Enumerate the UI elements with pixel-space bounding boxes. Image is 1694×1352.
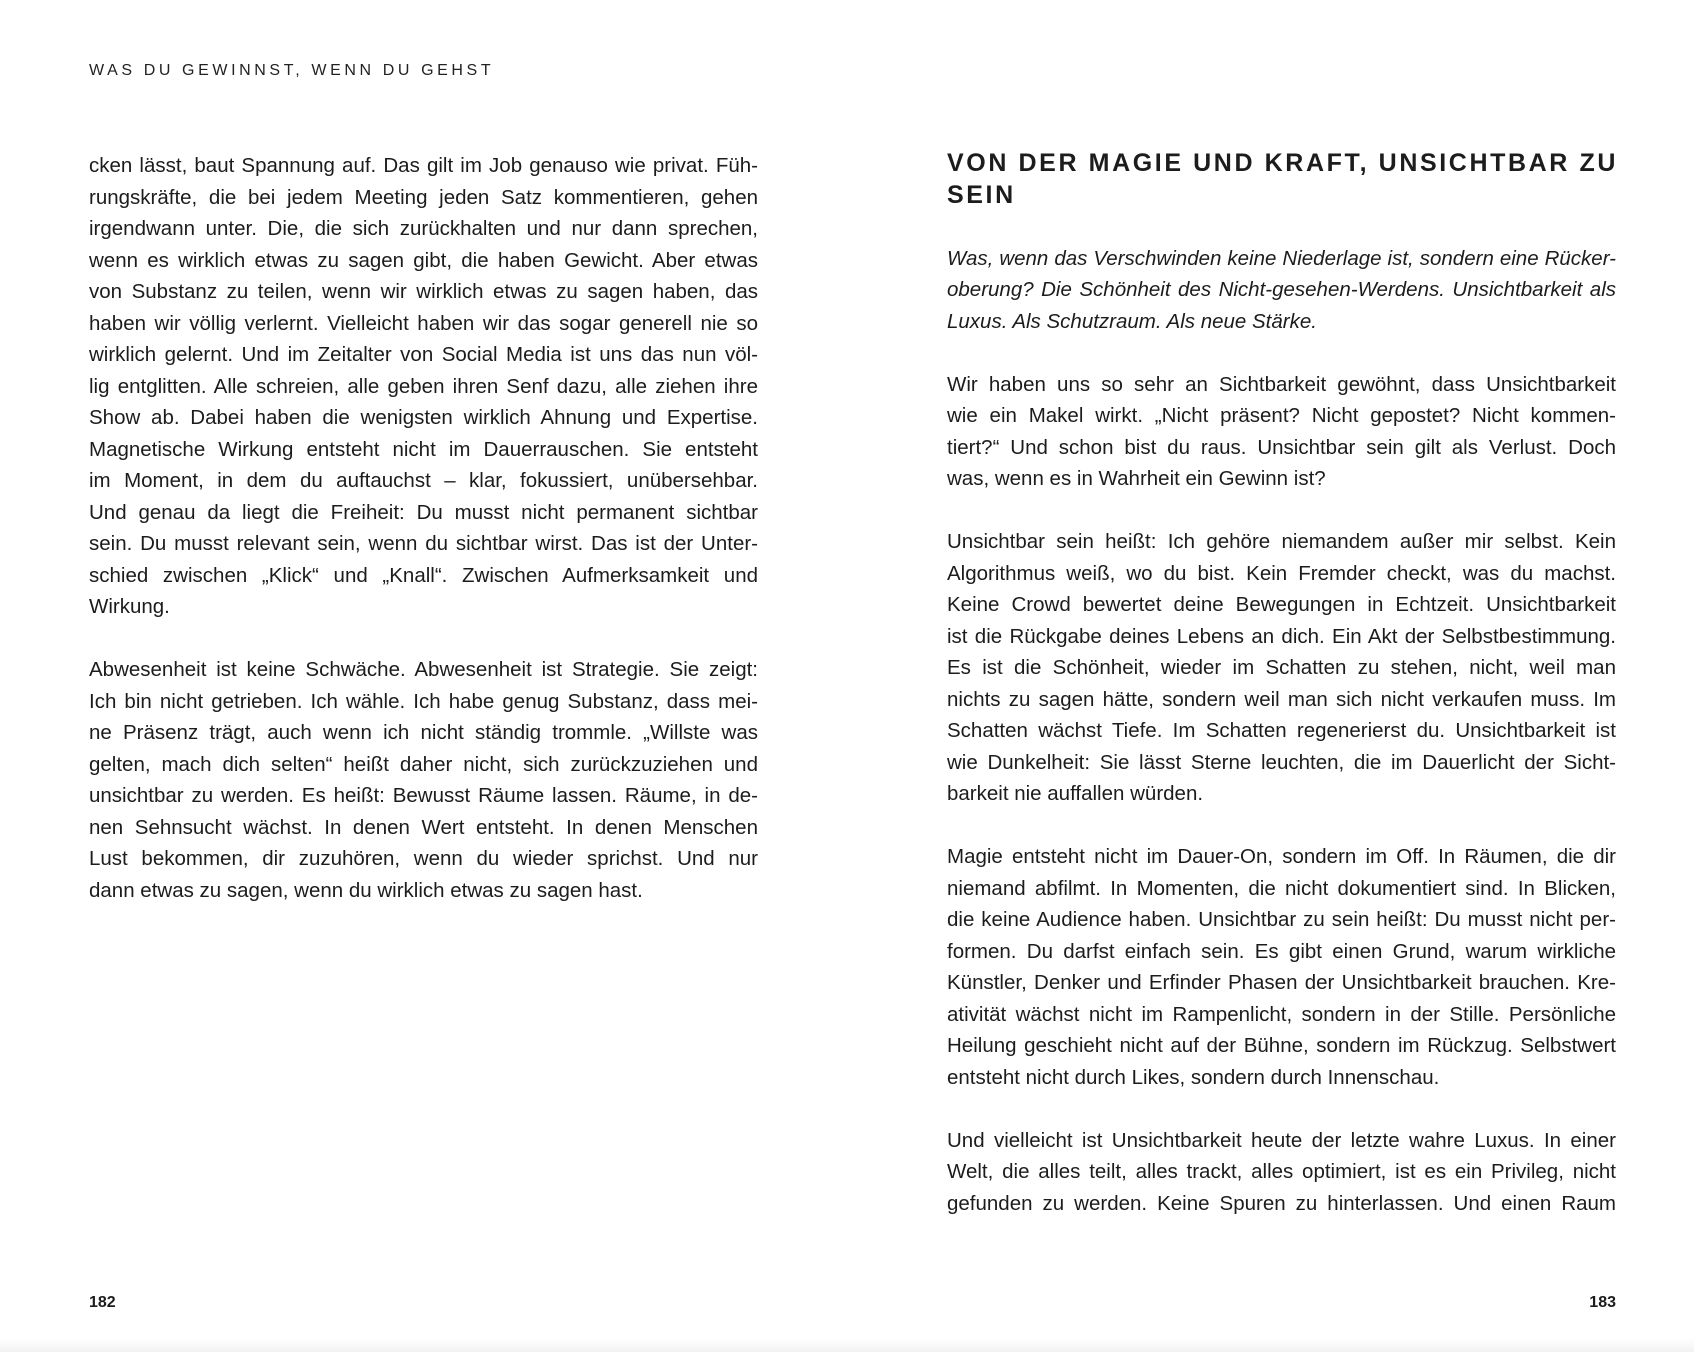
text-line: unsichtbar zu werden. Es heißt: Bewusst Räume lassen. Räume, in de- xyxy=(89,784,758,807)
text-line: haben wir völlig verlernt. Vielleicht haben wir das sogar generell nie so xyxy=(89,311,758,335)
text-line: Magnetische Wirkung entsteht nicht im Dauerrauschen. Sie entsteht xyxy=(89,437,758,461)
text-line: Welt, die alles teilt, alles trackt, alles optimiert, ist es ein Privileg, nicht xyxy=(947,1160,1616,1183)
bottom-shade xyxy=(0,1338,1694,1352)
text-line: die keine Audience haben. Unsichtbar zu sein heißt: Du musst nicht per- xyxy=(947,908,1616,931)
paragraph xyxy=(947,841,1616,1093)
text-line: wie ein Makel wirkt. „Nicht präsent? Nicht gepostet? Nicht kommen- xyxy=(947,404,1616,427)
text-line: ist die Rückgabe deines Lebens an dich. Ein Akt der Selbstbestimmung. xyxy=(947,624,1616,648)
text-line: rungskräfte, die bei jedem Meeting jeden Satz kommentieren, gehen xyxy=(89,185,758,209)
text-line: Wirkung. xyxy=(89,595,170,618)
text-line: Abwesenheit ist keine Schwäche. Abwesenheit ist Strategie. Sie zeigt: xyxy=(89,658,758,681)
text-line: von Substanz zu teilen, wenn wir wirklich etwas zu sagen haben, das xyxy=(89,280,758,303)
text-line: gelten, mach dich selten“ heißt daher nicht, sich zurückzuziehen und xyxy=(89,752,758,776)
text-line: Lust bekommen, dir zuzuhören, wenn du wieder sprichst. Und nur xyxy=(89,847,758,870)
paragraph xyxy=(947,369,1616,495)
paragraph xyxy=(89,150,758,623)
text-line: niemand abfilmt. In Momenten, die nicht dokumentiert sind. In Blicken, xyxy=(947,876,1616,900)
running-head: WAS DU GEWINNST, WENN DU GEHST xyxy=(89,62,495,79)
text-line: entsteht nicht durch Likes, sondern durch Innenschau. xyxy=(947,1065,1440,1089)
left-page-body xyxy=(89,150,758,906)
text-line: schied zwischen „Klick“ und „Knall“. Zwischen Aufmerksamkeit und xyxy=(89,563,758,587)
text-line: Künstler, Denker und Erfinder Phasen der Unsichtbarkeit brauchen. Kre- xyxy=(947,971,1616,994)
text-line: Unsichtbar sein heißt: Ich gehöre niemandem außer mir selbst. Kein xyxy=(947,530,1616,553)
text-line: nen Sehnsucht wächst. In denen Wert entsteht. In denen Menschen xyxy=(89,815,758,839)
text-line: ativität wächst nicht im Rampenlicht, sondern in der Stille. Persönliche xyxy=(947,1002,1616,1026)
text-line: Keine Crowd bewertet deine Bewegungen in Echtzeit. Unsichtbarkeit xyxy=(947,593,1616,616)
text-line: nichts zu sagen hätte, sondern weil man sich nicht verkaufen muss. Im xyxy=(947,687,1616,711)
text-line: im Moment, in dem du auftauchst – klar, fokussiert, unübersehbar. xyxy=(89,469,758,492)
text-line: gefunden zu werden. Keine Spuren zu hinterlassen. Und einen Raum xyxy=(947,1191,1616,1215)
paragraph xyxy=(947,526,1616,810)
paragraph xyxy=(947,1125,1616,1220)
text-line: barkeit nie auffallen würden. xyxy=(947,782,1204,805)
section-heading-line: VON DER MAGIE UND KRAFT, UNSICHTBAR ZU xyxy=(947,149,1619,177)
text-line: sein. Du musst relevant sein, wenn du sichtbar wirst. Das ist der Unter- xyxy=(89,532,758,555)
intro-italic xyxy=(947,243,1616,338)
text-line: wirklich gelernt. Und im Zeitalter von Social Media ist uns das nun völ- xyxy=(89,343,758,366)
text-line: Und vielleicht ist Unsichtbarkeit heute der letzte wahre Luxus. In einer xyxy=(947,1128,1616,1152)
text-line: ne Präsenz trägt, auch wenn ich nicht ständig trommle. „Willste was xyxy=(89,721,758,744)
text-line: tiert?“ Und schon bist du raus. Unsichtbar sein gilt als Verlust. Doch xyxy=(947,435,1616,459)
section-heading-line: SEIN xyxy=(947,180,1016,209)
text-line: Schatten wächst Tiefe. Im Schatten regenerierst du. Unsichtbarkeit ist xyxy=(947,719,1616,742)
text-line: oberung? Die Schönheit des Nicht-gesehen-Werdens. Unsichtbarkeit als xyxy=(947,278,1616,301)
text-line: cken lässt, baut Spannung auf. Das gilt im Job genauso wie privat. Füh- xyxy=(89,154,758,177)
text-line: was, wenn es in Wahrheit ein Gewinn ist? xyxy=(947,467,1326,490)
text-line: Es ist die Schönheit, wieder im Schatten zu stehen, nicht, weil man xyxy=(947,656,1616,679)
page-number-right: 183 xyxy=(1589,1294,1616,1311)
text-line: Luxus. Als Schutzraum. Als neue Stärke. xyxy=(947,309,1317,333)
page-number-left: 182 xyxy=(89,1294,116,1311)
text-line: wie Dunkelheit: Sie lässt Sterne leuchten, die im Dauerlicht der Sicht- xyxy=(947,750,1616,774)
text-line: Heilung geschieht nicht auf der Bühne, sondern im Rückzug. Selbstwert xyxy=(947,1034,1616,1057)
text-line: wenn es wirklich etwas zu sagen gibt, die haben Gewicht. Aber etwas xyxy=(89,248,758,272)
paragraph xyxy=(89,654,758,906)
text-line: Wir haben uns so sehr an Sichtbarkeit gewöhnt, dass Unsichtbarkeit xyxy=(947,372,1616,396)
text-line: Algorithmus weiß, wo du bist. Kein Fremder checkt, was du machst. xyxy=(947,561,1616,585)
text-line: Und genau da liegt die Freiheit: Du musst nicht permanent sichtbar xyxy=(89,500,758,524)
text-line: Ich bin nicht getrieben. Ich wähle. Ich habe genug Substanz, dass mei- xyxy=(89,689,758,713)
text-line: dann etwas zu sagen, wenn du wirklich etwas zu sagen hast. xyxy=(89,878,643,902)
text-line: irgendwann unter. Die, die sich zurückhalten und nur dann sprechen, xyxy=(89,217,758,240)
right-page-body xyxy=(947,148,1619,1219)
text-line: formen. Du darfst einfach sein. Es gibt einen Grund, warum wirkliche xyxy=(947,939,1616,963)
text-line: lig entglitten. Alle schreien, alle geben ihren Senf dazu, alle ziehen ihre xyxy=(89,374,758,398)
text-line: Show ab. Dabei haben die wenigsten wirklich Ahnung und Expertise. xyxy=(89,406,758,429)
text-line: Magie entsteht nicht im Dauer-On, sondern im Off. In Räumen, die dir xyxy=(947,845,1616,868)
text-line: Was, wenn das Verschwinden keine Niederlage ist, sondern eine Rücker- xyxy=(947,246,1616,270)
